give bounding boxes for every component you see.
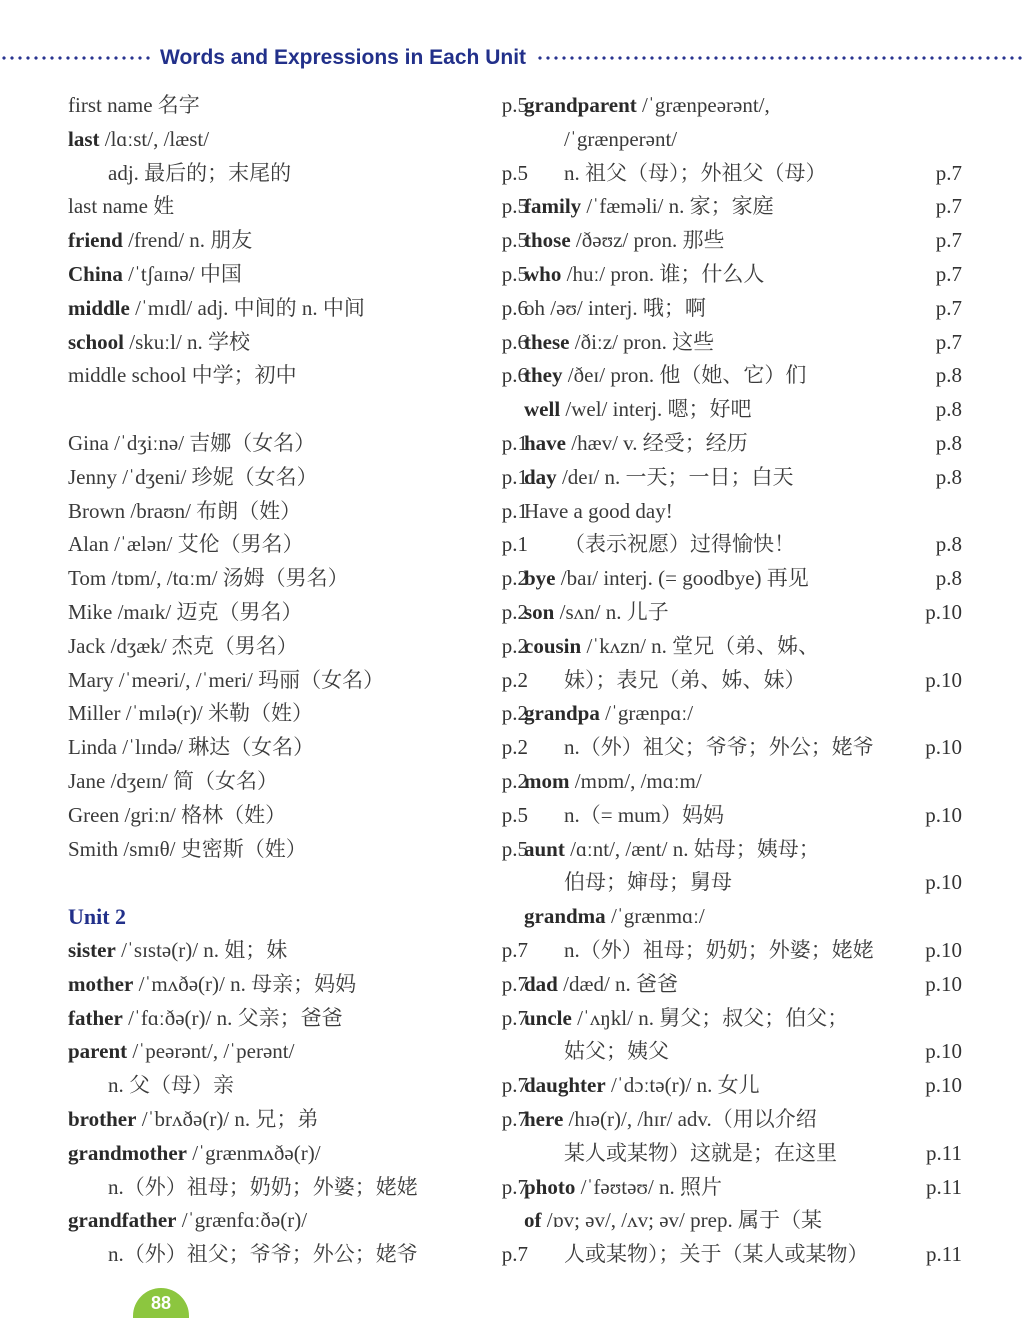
entry-text [68, 630, 298, 664]
entry-text [524, 1171, 722, 1205]
vocab-entry [524, 731, 962, 765]
page-reference: p.10 [925, 1073, 962, 1098]
headword: aunt [524, 836, 565, 861]
page-reference: p.5 [501, 93, 528, 117]
vocab-entry [524, 697, 954, 731]
entry-definition: 人或某物）；关于（某人或某物） [564, 1242, 869, 1267]
headword: mom [524, 768, 570, 793]
vocab-entry [68, 731, 528, 765]
entry-definition: /ˈtʃaɪnə/ 中国 [122, 261, 242, 286]
headword: family [524, 194, 582, 219]
page-reference: p.2 [501, 701, 528, 726]
vocab-entry [524, 326, 962, 360]
vocab-entry [524, 258, 962, 292]
entry-definition: /ˈkʌzn/ n. 堂兄（弟、姊、 [581, 633, 820, 658]
entry-definition: Mike /maɪk/ 迈克（男名） [68, 599, 303, 624]
page-reference: p.7 [935, 261, 962, 286]
page-reference: p.8 [935, 464, 962, 489]
entry-definition: last name 姓 [68, 194, 175, 219]
entry-text [524, 292, 706, 326]
entry-text [524, 1103, 817, 1137]
entry-definition: n. 祖父（母）；外祖父（母） [564, 160, 827, 185]
page-reference: p.7 [935, 329, 962, 354]
vocab-entry [68, 359, 528, 393]
entry-text [524, 1238, 869, 1272]
entry-definition: Smith /smɪθ/ 史密斯（姓） [68, 836, 307, 861]
entry-definition: 妹）；表兄（弟、姊、妹） [564, 667, 806, 692]
page-reference: p.10 [925, 971, 962, 996]
entry-text [68, 833, 307, 867]
entry-definition: /hɪə(r)/, /hɪr/ adv.（用以介绍 [563, 1106, 817, 1131]
headword: photo [524, 1174, 576, 1199]
vocab-entry [524, 427, 962, 461]
page-reference: p.7 [501, 1242, 528, 1267]
page-reference: p.5 [501, 836, 528, 861]
vocab-entry [524, 1002, 954, 1036]
vocab-entry [68, 1204, 498, 1238]
entry-definition: /mɒm/, /mɑːm/ [569, 768, 702, 793]
header-dots-left [0, 56, 150, 60]
page-reference: p.5 [501, 228, 528, 253]
headword: those [524, 228, 571, 253]
header-dots-right [536, 56, 1024, 60]
entry-definition: /ˈfæməli/ n. 家；家庭 [581, 194, 774, 219]
section-header [0, 42, 1024, 74]
vocab-entry [524, 664, 962, 698]
headword: day [524, 464, 557, 489]
page-reference: p.8 [935, 363, 962, 388]
page-reference: p.7 [935, 160, 962, 185]
entry-text [68, 596, 303, 630]
vocab-entry [524, 934, 962, 968]
vocab-entry [68, 1035, 498, 1069]
page-reference: p.2 [501, 735, 528, 760]
entry-text [524, 461, 794, 495]
entry-text [524, 427, 748, 461]
headword: grandfather [68, 1208, 177, 1233]
entry-definition: /dæd/ n. 爸爸 [557, 971, 679, 996]
page-reference: p.1 [501, 532, 528, 557]
entry-text [524, 1035, 669, 1069]
entry-text [68, 528, 304, 562]
blank-line [68, 393, 498, 427]
entry-text [524, 799, 724, 833]
headword: friend [68, 228, 123, 253]
entry-text [524, 393, 751, 427]
vocab-entry [68, 427, 528, 461]
headword: daughter [524, 1073, 606, 1098]
entry-text [68, 968, 356, 1002]
entry-text [524, 731, 874, 765]
vocab-entry [68, 292, 528, 326]
entry-text [524, 833, 820, 867]
vocab-entry [68, 664, 528, 698]
entry-text [68, 157, 291, 191]
entry-text [68, 1171, 418, 1205]
vocab-entry [524, 866, 962, 900]
entry-definition: /ˈmɪdl/ adj. 中间的 n. 中间 [129, 295, 365, 320]
page-reference: p.2 [501, 768, 528, 793]
entry-definition: /wel/ interj. 嗯；好吧 [560, 397, 752, 422]
vocab-entry [68, 528, 528, 562]
entry-text [524, 1069, 760, 1103]
entry-definition: /ˈgrænmʌðə(r)/ [187, 1140, 321, 1165]
vocab-entry [524, 968, 962, 1002]
vocab-entry [68, 697, 528, 731]
entry-text [524, 123, 677, 157]
entry-text [524, 359, 806, 393]
entry-text [68, 258, 242, 292]
vocab-entry [524, 900, 954, 934]
entry-definition: first name 名字 [68, 93, 200, 117]
entry-text [524, 190, 774, 224]
entry-text [68, 1002, 343, 1036]
entry-text [524, 528, 795, 562]
vocab-entry [68, 562, 528, 596]
entry-definition: /ˈʌŋkl/ n. 舅父；叔父；伯父； [571, 1005, 849, 1030]
entry-text [524, 157, 827, 191]
entry-text [524, 1204, 822, 1238]
entry-text [68, 664, 384, 698]
entry-definition: /ˈsɪstə(r)/ n. 姐；妹 [115, 937, 288, 962]
vocab-entry [68, 1069, 528, 1103]
entry-text [68, 326, 250, 360]
entry-definition: /ˈgrænpɑː/ [599, 701, 694, 726]
entry-text [524, 258, 764, 292]
entry-definition: /ˈdɔːtə(r)/ n. 女儿 [605, 1073, 760, 1098]
vocab-entry [524, 1103, 954, 1137]
page-reference: p.10 [925, 870, 962, 895]
entry-definition: Miller /ˈmɪlə(r)/ 米勒（姓） [68, 701, 313, 726]
entry-definition: Gina /ˈdʒiːnə/ 吉娜（女名） [68, 430, 316, 455]
vocab-entry [68, 190, 528, 224]
entry-definition: Linda /ˈlɪndə/ 琳达（女名） [68, 735, 315, 760]
entry-definition: /ðiːz/ pron. 这些 [569, 329, 715, 354]
headword: these [524, 329, 570, 354]
headword: last [68, 126, 100, 151]
page-reference: p.2 [501, 566, 528, 591]
vocab-entry [524, 1204, 954, 1238]
entry-definition: /ˈgrænpeərənt/, [636, 93, 770, 117]
entry-definition: 某人或某物）这就是；在这里 [564, 1140, 837, 1165]
entry-text [68, 1069, 234, 1103]
entry-text [524, 630, 819, 664]
entry-definition: n.（外）祖母；奶奶；外婆；姥姥 [108, 1174, 418, 1199]
page-reference: p.7 [935, 295, 962, 320]
headword: middle [68, 295, 130, 320]
entry-definition: adj. 最后的；末尾的 [108, 160, 292, 185]
entry-text [68, 1204, 307, 1238]
page-reference: p.5 [501, 194, 528, 219]
vocab-entry [524, 765, 954, 799]
entry-definition: Jack /dʒæk/ 杰克（男名） [68, 633, 298, 658]
headword: cousin [524, 633, 582, 658]
entry-definition: /ɒv; əv/, /ʌv; əv/ prep. 属于（某 [541, 1208, 822, 1233]
entry-text [68, 731, 314, 765]
page-reference: p.1 [501, 430, 528, 455]
page-reference: p.2 [501, 667, 528, 692]
page-reference: p.10 [925, 937, 962, 962]
entry-definition: /ˈfɑːðə(r)/ n. 父亲；爸爸 [122, 1005, 343, 1030]
entry-definition: n.（外）祖父；爷爷；外公；姥爷 [564, 735, 874, 760]
page-reference: p.7 [501, 1073, 528, 1098]
vocab-entry [524, 1035, 962, 1069]
entry-definition: Have a good day! [524, 498, 673, 523]
page-reference: p.1 [501, 498, 528, 523]
headword: grandma [524, 904, 606, 929]
page-reference: p.8 [935, 566, 962, 591]
vocab-entry [68, 630, 528, 664]
entry-text [524, 596, 669, 630]
entry-definition: /ˈmʌðə(r)/ n. 母亲；妈妈 [133, 971, 357, 996]
entry-text [68, 427, 315, 461]
vocab-entry [524, 1171, 962, 1205]
entry-definition: Tom /tɒm/, /tɑːm/ 汤姆（男名） [68, 566, 349, 591]
vocab-entry [524, 89, 954, 123]
headword: brother [68, 1106, 137, 1131]
vocab-entry [524, 461, 962, 495]
entry-text [68, 1137, 321, 1171]
vocab-entry [524, 1137, 962, 1171]
vocab-entry [524, 630, 954, 664]
vocab-entry [68, 833, 528, 867]
vocab-entry [68, 495, 528, 529]
headword: have [524, 430, 566, 455]
vocab-entry [524, 495, 954, 529]
entry-text [68, 359, 297, 393]
headword: mother [68, 971, 134, 996]
entry-definition: /sʌn/ n. 儿子 [554, 599, 669, 624]
entry-definition: Mary /ˈmeəri/, /ˈmeri/ 玛丽（女名） [68, 667, 385, 692]
vocab-entry [68, 799, 528, 833]
headword: well [524, 397, 561, 422]
vocab-entry [524, 393, 962, 427]
page-reference: p.5 [501, 261, 528, 286]
vocab-entry [524, 833, 954, 867]
entry-text [68, 1103, 318, 1137]
entry-definition: /ɑːnt/, /ænt/ n. 姑母；姨母； [564, 836, 820, 861]
page-reference: p.8 [935, 532, 962, 557]
entry-definition: Brown /braʊn/ 布朗（姓） [68, 498, 302, 523]
vocab-entry [524, 123, 954, 157]
entry-definition: Jenny /ˈdʒeni/ 珍妮（女名） [68, 464, 318, 489]
headword: grandparent [524, 93, 637, 117]
entry-definition: /deɪ/ n. 一天；一日；白天 [556, 464, 794, 489]
left-column [68, 89, 528, 1272]
entry-definition: /baɪ/ interj. (= goodbye) 再见 [555, 566, 809, 591]
page-reference: p.7 [935, 228, 962, 253]
vocab-entry [68, 1002, 528, 1036]
entry-text [524, 1002, 848, 1036]
entry-text [68, 765, 278, 799]
vocab-entry [68, 123, 498, 157]
entry-text [68, 292, 365, 326]
headword: who [524, 261, 562, 286]
entry-definition: /lɑːst/, /læst/ [99, 126, 210, 151]
vocab-entry [524, 528, 962, 562]
vocab-entry [524, 799, 962, 833]
headword: dad [524, 971, 558, 996]
entry-text [524, 900, 705, 934]
vocab-entry [524, 157, 962, 191]
entry-text [524, 224, 725, 258]
page-reference: p.6 [501, 329, 528, 354]
blank-line [68, 866, 498, 900]
headword: they [524, 363, 563, 388]
entry-definition: middle school 中学；初中 [68, 363, 297, 388]
entry-text [68, 934, 287, 968]
page-reference: p.6 [501, 363, 528, 388]
vocab-entry [68, 157, 528, 191]
entry-definition: n.（外）祖父；爷爷；外公；姥爷 [108, 1242, 418, 1267]
entry-text [68, 461, 318, 495]
entry-definition: /ðeɪ/ pron. 他（她、它）们 [562, 363, 807, 388]
headword: son [524, 599, 555, 624]
entry-definition: /huː/ pron. 谁；什么人 [561, 261, 765, 286]
page-reference: p.7 [501, 1174, 528, 1199]
page-reference: p.6 [501, 295, 528, 320]
page-reference: p.8 [935, 430, 962, 455]
page-number-badge: 88 [133, 1288, 189, 1318]
entry-text [68, 1035, 294, 1069]
entry-definition: 伯母；婶母；舅母 [564, 870, 732, 895]
entry-text [524, 562, 809, 596]
entry-text [524, 934, 874, 968]
page-reference: p.10 [925, 802, 962, 827]
page-reference: p.11 [926, 1174, 962, 1199]
entry-definition: /ˈbrʌðə(r)/ n. 兄；弟 [136, 1106, 319, 1131]
headword: of [524, 1208, 542, 1233]
page-reference: p.5 [501, 802, 528, 827]
entry-definition: /frend/ n. 朋友 [122, 228, 253, 253]
entry-definition: /ˈgrænmɑː/ [605, 904, 705, 929]
vocab-entry [68, 1171, 528, 1205]
vocab-entry [68, 258, 528, 292]
entry-definition: Alan /ˈælən/ 艾伦（男名） [68, 532, 304, 557]
entry-text [68, 89, 200, 123]
entry-text [524, 495, 673, 529]
right-column [524, 89, 962, 1272]
page-reference: p.11 [926, 1140, 962, 1165]
vocab-entry [68, 461, 528, 495]
entry-definition: /ðəʊz/ pron. 那些 [570, 228, 725, 253]
headword: bye [524, 566, 556, 591]
unit-heading [68, 900, 498, 934]
entry-text [68, 562, 349, 596]
entry-definition: （表示祝愿）过得愉快！ [564, 532, 795, 557]
entry-definition: 姑父；姨父 [564, 1039, 669, 1064]
vocab-entry [524, 190, 962, 224]
page-reference: p.7 [501, 1005, 528, 1030]
entry-definition: n.（= mum）妈妈 [564, 802, 725, 827]
entry-text [524, 968, 678, 1002]
vocab-entry [68, 968, 528, 1002]
entry-definition: Jane /dʒeɪn/ 简（女名） [68, 768, 278, 793]
vocab-entry [524, 224, 962, 258]
vocab-entry [68, 89, 528, 123]
entry-definition: n. 父（母）亲 [108, 1073, 234, 1098]
entry-text [524, 664, 806, 698]
headword: grandmother [68, 1140, 187, 1165]
page-reference: p.2 [501, 633, 528, 658]
entry-text [524, 326, 714, 360]
headword: China [68, 261, 123, 286]
page-reference: p.7 [935, 194, 962, 219]
entry-text [68, 495, 301, 529]
page-reference: p.7 [501, 1106, 528, 1131]
headword: father [68, 1005, 123, 1030]
entry-text [68, 224, 252, 258]
entry-text [524, 89, 770, 123]
entry-definition: /ˈgrænperənt/ [564, 126, 678, 151]
entry-text [524, 765, 702, 799]
page-reference: p.10 [925, 735, 962, 760]
page-reference: p.5 [501, 160, 528, 185]
vocab-entry [68, 1238, 528, 1272]
entry-definition: Green /griːn/ 格林（姓） [68, 802, 287, 827]
entry-text [524, 1137, 837, 1171]
page-reference: p.10 [925, 599, 962, 624]
entry-definition: n.（外）祖母；奶奶；外婆；姥姥 [564, 937, 874, 962]
entry-text [68, 190, 174, 224]
vocab-entry [524, 359, 962, 393]
page-reference: p.10 [925, 667, 962, 692]
vocab-entry [68, 596, 528, 630]
entry-text [68, 123, 209, 157]
vocab-entry [68, 1103, 528, 1137]
header-title: Words and Expressions in Each Unit [160, 46, 527, 69]
vocab-entry [68, 224, 528, 258]
page-reference: p.7 [501, 971, 528, 996]
entry-text [524, 697, 693, 731]
vocab-entry [68, 934, 528, 968]
entry-text [68, 697, 313, 731]
vocab-entry [524, 1069, 962, 1103]
entry-text [68, 799, 286, 833]
vocab-entry [524, 292, 962, 326]
vocab-entry [524, 562, 962, 596]
vocab-entry [68, 1137, 498, 1171]
headword: here [524, 1106, 564, 1131]
vocab-entry [524, 596, 962, 630]
page-reference: p.11 [926, 1242, 962, 1267]
page-reference: p.8 [935, 397, 962, 422]
page-reference: p.10 [925, 1039, 962, 1064]
entry-definition: /skuːl/ n. 学校 [124, 329, 251, 354]
vocab-entry [524, 1238, 962, 1272]
page-reference: p.2 [501, 599, 528, 624]
entry-definition: /ˈpeərənt/, /ˈperənt/ [127, 1039, 295, 1064]
entry-definition: /ˈfəʊtəʊ/ n. 照片 [575, 1174, 723, 1199]
vocab-entry [68, 765, 528, 799]
entry-text [68, 1238, 418, 1272]
page-reference: p.1 [501, 464, 528, 489]
headword: grandpa [524, 701, 600, 726]
entry-text [524, 866, 732, 900]
entry-definition: oh /əʊ/ interj. 哦；啊 [524, 295, 706, 320]
headword: uncle [524, 1005, 572, 1030]
unit-title: Unit 2 [68, 904, 127, 930]
headword: parent [68, 1039, 128, 1064]
page-reference: p.7 [501, 937, 528, 962]
headword: school [68, 329, 125, 354]
vocab-entry [68, 326, 528, 360]
entry-definition: /hæv/ v. 经受；经历 [566, 430, 748, 455]
entry-definition: /ˈgrænfɑːðə(r)/ [176, 1208, 308, 1233]
headword: sister [68, 937, 116, 962]
